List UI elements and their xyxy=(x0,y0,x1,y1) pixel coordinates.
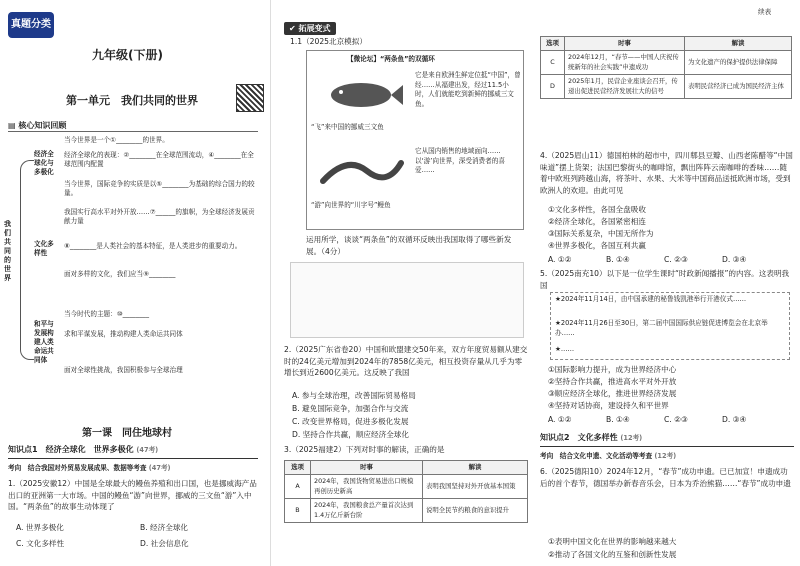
branch-economy: 经济全球化与多极化 xyxy=(34,150,54,176)
row-b-event: 2024年，我国粮食总产量首次达到1.4万亿斤新台阶 xyxy=(311,499,423,523)
kp1-count: (47考) xyxy=(136,446,159,454)
kp1-heading xyxy=(8,444,258,459)
table-row[interactable] xyxy=(285,475,528,499)
middle-column xyxy=(276,0,532,566)
review-label: 核心知识回顾 xyxy=(18,121,67,130)
question-1-1-body: 运用所学，谈谈“两条鱼”的双循环反映出我国取得了哪些新发展。（4分） xyxy=(306,235,512,256)
q4-item-4: ④世界多极化，各国互利共赢 xyxy=(548,241,646,250)
unit-title: 第一单元 我们共同的世界 xyxy=(66,94,198,107)
q2-option-a[interactable]: A. 参与全球治理，改善国际贸易格局 xyxy=(292,391,416,400)
q5-option-b[interactable]: B. ①④ xyxy=(606,415,630,424)
q1-option-b[interactable]: B. 经济全球化 xyxy=(140,523,189,532)
question-4: 4.（2025眉山11）德国柏林的超市中，四川郫县豆瓣、山西老陈醋等“中国味道”摆上货架；法国巴黎街头的咖啡馆，飘出阵阵云南咖啡的香味……随着中欧班列跨越山海，将茶叶、水果、大米等中国商品送抵欧洲市场，受到欧洲人的欢迎。由此可见 xyxy=(540,151,793,195)
q2-option-c[interactable]: C. 改变世界格局，促进多极化发展 xyxy=(292,417,409,426)
q4-option-b[interactable]: B. ①④ xyxy=(606,255,630,264)
q1-option-c[interactable]: C. 文化多样性 xyxy=(16,539,65,548)
review-heading xyxy=(8,120,258,132)
branch-culture: 文化多样性 xyxy=(34,240,54,257)
question-6: 6.（2025德阳10）2024年12月，“春节”成功申遗。已已加宣！申遗成功后的首个春节，德国举办新春音乐会，日本为乔治熊猫……“春节”成功申遗 xyxy=(540,467,791,488)
q4-item-1: ①文化多样性，各国全盘吸收 xyxy=(548,205,646,214)
kp2-heading xyxy=(540,432,794,447)
kp1-label: 知识点1 经济全球化 世界多极化 xyxy=(8,445,134,454)
header-option: 选项 xyxy=(285,461,311,475)
book-icon: ▤ xyxy=(8,121,19,130)
news-item-1: ★2024年11月14日，由中国承建的秘鲁钱凯港举行开港仪式…… xyxy=(555,295,747,303)
q3-table-continued xyxy=(540,36,792,99)
branch-peace: 和平与发展构建人类命运共同体 xyxy=(34,320,54,364)
mind-text-6: 面对多样的文化，我们应当⑨________ xyxy=(64,270,176,278)
lesson-title: 第一课 同住地球村 xyxy=(82,428,172,439)
q2-option-d[interactable]: D. 坚持合作共赢，顺应经济全球化 xyxy=(292,430,409,439)
row-d-option: D xyxy=(541,75,565,99)
header-interpretation: 解读 xyxy=(423,461,528,475)
header-option: 选项 xyxy=(541,37,565,51)
header-event: 时事 xyxy=(565,37,685,51)
mind-text-3: 当今世界，国际竞争的实质是以⑤________为基础的综合国力的较量。 xyxy=(64,180,255,197)
kp2-count: (12考) xyxy=(620,434,643,442)
q4-option-d[interactable]: D. ③④ xyxy=(722,255,747,264)
qr-code[interactable] xyxy=(236,84,264,112)
mind-branch-line xyxy=(20,160,34,360)
row-b-interpretation: 说明全民节约粮食的意识提升 xyxy=(423,499,528,523)
extension-label: 拓展变式 xyxy=(298,24,331,33)
topic-2 xyxy=(540,452,676,462)
mind-text-4: 我国实行高水平对外开放……⑦______的旗帜，为全球经济发展贡献力量 xyxy=(64,208,255,225)
q5-item-1: ①国际影响力提升，成为世界经济中心 xyxy=(548,365,677,374)
q1-option-d[interactable]: D. 社会信息化 xyxy=(140,539,189,548)
topic-2-label: 考向 结合文化申遗、文化活动等考查 xyxy=(540,452,653,460)
row-c-event: 2024年12月，“春节——中国人庆祝传统新年的社会实践”申遗成功 xyxy=(565,51,685,75)
row-c-interpretation: 为文化遗产的保护提供法律保障 xyxy=(685,51,792,75)
mind-text-7: 当今时代的主题：⑩________ xyxy=(64,310,150,318)
table-row[interactable] xyxy=(541,51,792,75)
row-d-interpretation: 表明民营经济已成为国民经济主体 xyxy=(685,75,792,99)
table-row[interactable] xyxy=(285,499,528,523)
question-1: 1.（2025安徽12）中国是全球最大的鳗鱼养殖和出口国，也是挪威海产品出口的亚洲第一大市场。中国的鳗鱼“游”向世界，挪威的三文鱼“游”入中国。“两条鱼”的故事生动体现了 xyxy=(8,479,257,512)
mind-text-2: 经济全球化的表现：②________在全球范围流动，④________在全球范围内配置 xyxy=(64,151,254,168)
brand-logo: 真题分类 xyxy=(8,12,54,38)
eel-text: 它从国内销售的地域面向……以‘游’向世界，深受消费者的喜爱…… xyxy=(415,147,505,175)
news-item-3: ★…… xyxy=(555,345,575,353)
q1-option-a[interactable]: A. 世界多极化 xyxy=(16,523,64,532)
q5-item-4: ④坚持对话协商，建设持久和平世界 xyxy=(548,401,669,410)
q5-item-2: ②坚持合作共赢，推进高水平对外开放 xyxy=(548,377,677,386)
right-column xyxy=(536,0,800,566)
grade-title: 九年级(下册) xyxy=(92,48,163,62)
question-3: 3.（2025福建2）下列对时事的解读，正确的是 xyxy=(284,445,445,454)
q5-option-d[interactable]: D. ③④ xyxy=(722,415,747,424)
q4-item-3: ③国际关系复杂，中国无所作为 xyxy=(548,229,654,238)
answer-area[interactable] xyxy=(290,262,524,338)
salmon-text: 它是来自欧洲生鲜定位抵“中国”，曾经……从福建出发，经过11.5小时，人们就能吃到新鲜的挪威三文鱼。 xyxy=(415,71,521,108)
topic-1 xyxy=(8,464,171,474)
news-item-2: ★2024年11月26日至30日，第二届中国国际供应链促进博览会在北京举办…… xyxy=(555,319,768,337)
mind-text-1: 当今世界是一个①________的世界。 xyxy=(64,136,169,144)
check-icon: ✔ xyxy=(289,24,299,33)
question-1-1-source: 1.1（2025北京模拟） xyxy=(290,37,367,46)
row-c-option: C xyxy=(541,51,565,75)
question-5: 5.（2025南充10）以下是一位学生课时“时政新闻播报”的内容。这表明我国 xyxy=(540,269,790,290)
q6-item-2: ②推动了各国文化的互鉴和创新性发展 xyxy=(548,550,677,559)
q5-option-a[interactable]: A. ①② xyxy=(548,415,572,424)
topic-1-label: 考向 结合我国对外贸易发展成果、数据等考查 xyxy=(8,464,147,472)
forum-title: 【微论坛】“两条鱼”的双循环 xyxy=(347,55,435,63)
salmon-caption: “飞”来中国的挪威三文鱼 xyxy=(311,123,384,131)
row-d-event: 2025年1月，民营企业座谈会召开，传递出促进民营经济发展壮大的信号 xyxy=(565,75,685,99)
eel-caption: “游”向世界的“川字号”鳗鱼 xyxy=(311,201,391,209)
mind-center: 我们共同的世界 xyxy=(4,220,11,282)
q3-table xyxy=(284,460,528,523)
header-event: 时事 xyxy=(311,461,423,475)
extension-tag xyxy=(284,22,336,35)
topic-1-count: (47考) xyxy=(148,464,171,472)
topic-2-count: (12考) xyxy=(654,452,677,460)
kp2-label: 知识点2 文化多样性 xyxy=(540,433,618,442)
q4-option-a[interactable]: A. ①② xyxy=(548,255,572,264)
mind-text-5: ⑧________是人类社会的基本特征，是人类进步的重要动力。 xyxy=(64,242,242,250)
table-header xyxy=(541,37,792,51)
q2-option-b[interactable]: B. 避免国际竞争，加强合作与交流 xyxy=(292,404,409,413)
forum-box xyxy=(306,50,524,230)
left-column xyxy=(0,0,266,566)
row-a-event: 2024年，我国货物贸易进出口规模再创历史新高 xyxy=(311,475,423,499)
q4-option-c[interactable]: C. ②③ xyxy=(664,255,688,264)
continued-label: 续表 xyxy=(758,8,772,16)
table-row[interactable] xyxy=(541,75,792,99)
row-b-option: B xyxy=(285,499,311,523)
eel-illustration xyxy=(317,151,405,191)
row-a-option: A xyxy=(285,475,311,499)
mind-text-9: 面对全球性挑战，我国积极参与全球治理 xyxy=(64,366,183,374)
table-header xyxy=(285,461,528,475)
page-divider xyxy=(270,0,271,566)
news-box xyxy=(550,292,790,360)
question-2: 2.（2025广东省卷20）中国和欧盟建交50年来，双方年度贸易额从建交时的24亿美元增加到2024年的7858亿美元，相互投资存量从几乎为零增长到近2600亿美元。这反映了我国 xyxy=(284,345,528,378)
mind-text-8: 求和平谋发展，推动构建人类命运共同体 xyxy=(64,330,183,338)
salmon-illustration xyxy=(317,73,405,117)
row-a-interpretation: 表明我国坚持对外开放基本国策 xyxy=(423,475,528,499)
q5-option-c[interactable]: C. ②③ xyxy=(664,415,688,424)
header-interpretation: 解读 xyxy=(685,37,792,51)
q5-item-3: ③顺应经济全球化，推进世界经济发展 xyxy=(548,389,677,398)
q4-item-2: ②经济全球化，各国紧密相连 xyxy=(548,217,646,226)
q6-item-1: ①表明中国文化在世界的影响越来越大 xyxy=(548,537,677,546)
